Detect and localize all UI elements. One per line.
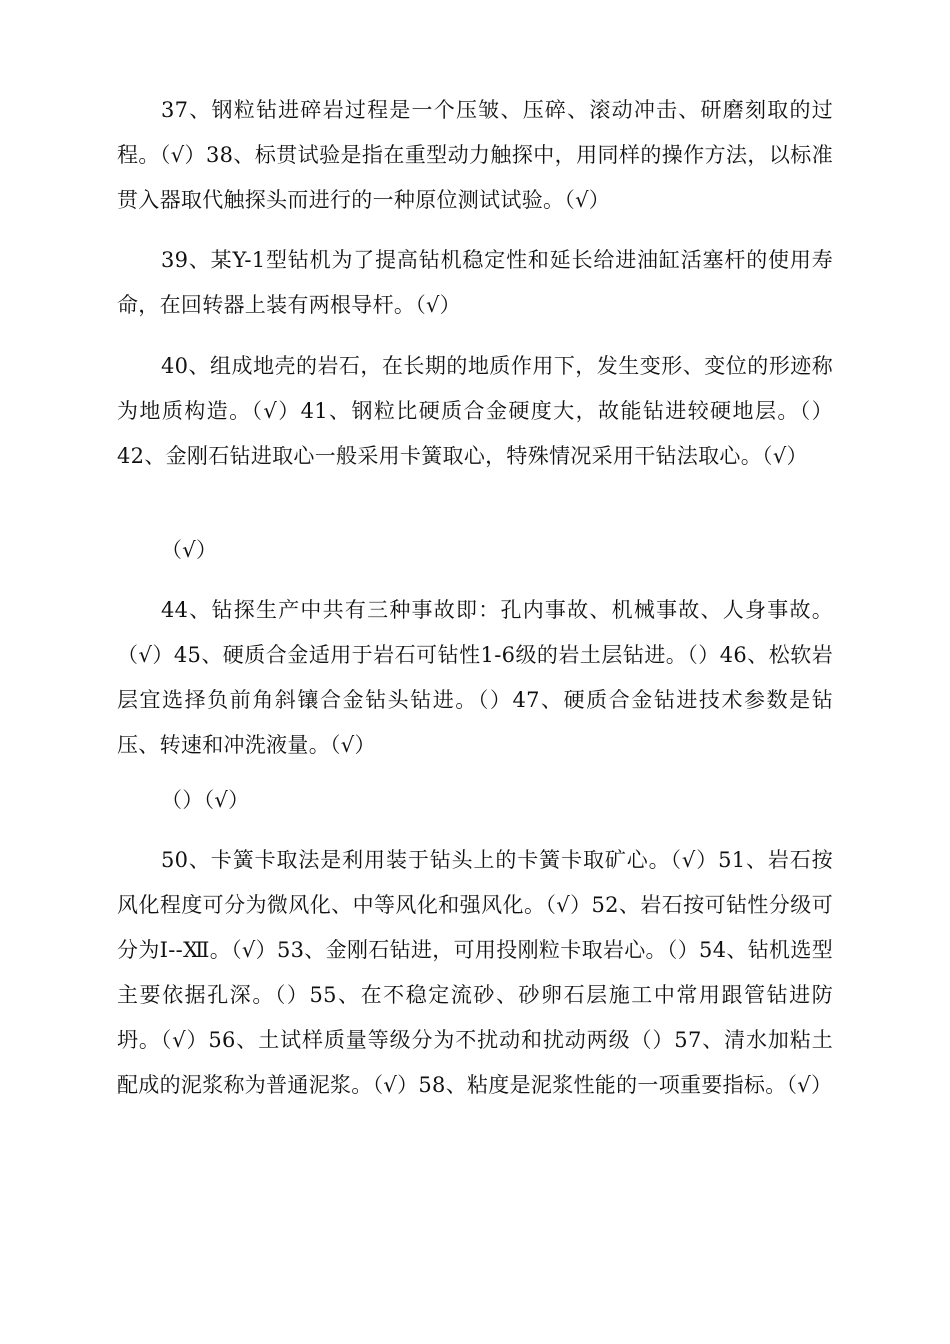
paragraph-50-58: 50、卡簧卡取法是利用装于钻头上的卡簧卡取矿心。（√）51、岩石按风化程度可分为微风化、中等风化和强风化。（√）52、岩石按可钻性分级可分为Ⅰ--Ⅻ。（√）53、金刚石钻进，可用投刚粒卡取岩心。（）54、钻机选型主要依据孔深。（）55、在不稳定流砂、砂卵石层施工中常用跟管钻进防坍。（√）56、土试样质量等级分为不扰动和扰动两级（）57、清水加粘土配成的泥浆称为普通泥浆。（√）58、粘度是泥浆性能的一项重要指标。（√）: [117, 848, 833, 1097]
paragraph-39: 39、某Y-1型钻机为了提高钻机稳定性和延长给进油缸活塞杆的使用寿命，在回转器上装有两根导杆。（√）: [117, 248, 833, 317]
paragraph-40-42: 40、组成地壳的岩石，在长期的地质作用下，发生变形、变位的形迹称为地质构造。（√）41、钢粒比硬质合金硬度大，故能钻进较硬地层。（）42、金刚石钻进取心一般采用卡簧取心，特殊情况采用干钻法取心。（√）: [117, 354, 833, 468]
paragraph-37-38: 37、钢粒钻进碎岩过程是一个压皱、压碎、滚动冲击、研磨刻取的过程。（√）38、标贯试验是指在重型动力触探中，用同样的操作方法，以标准贯入器取代触探头而进行的一种原位测试试验。（√）: [117, 98, 833, 212]
paragraph-44-47: 44、钻探生产中共有三种事故即：孔内事故、机械事故、人身事故。（√）45、硬质合金适用于岩石可钻性1-6级的岩土层钻进。（）46、松软岩层宜选择负前角斜镶合金钻头钻进。（）47、硬质合金钻进技术参数是钻压、转速和冲洗液量。（√）: [117, 598, 833, 757]
paragraph-43: （√）: [161, 538, 218, 562]
paragraph-48-49: （）（√）: [161, 788, 250, 812]
